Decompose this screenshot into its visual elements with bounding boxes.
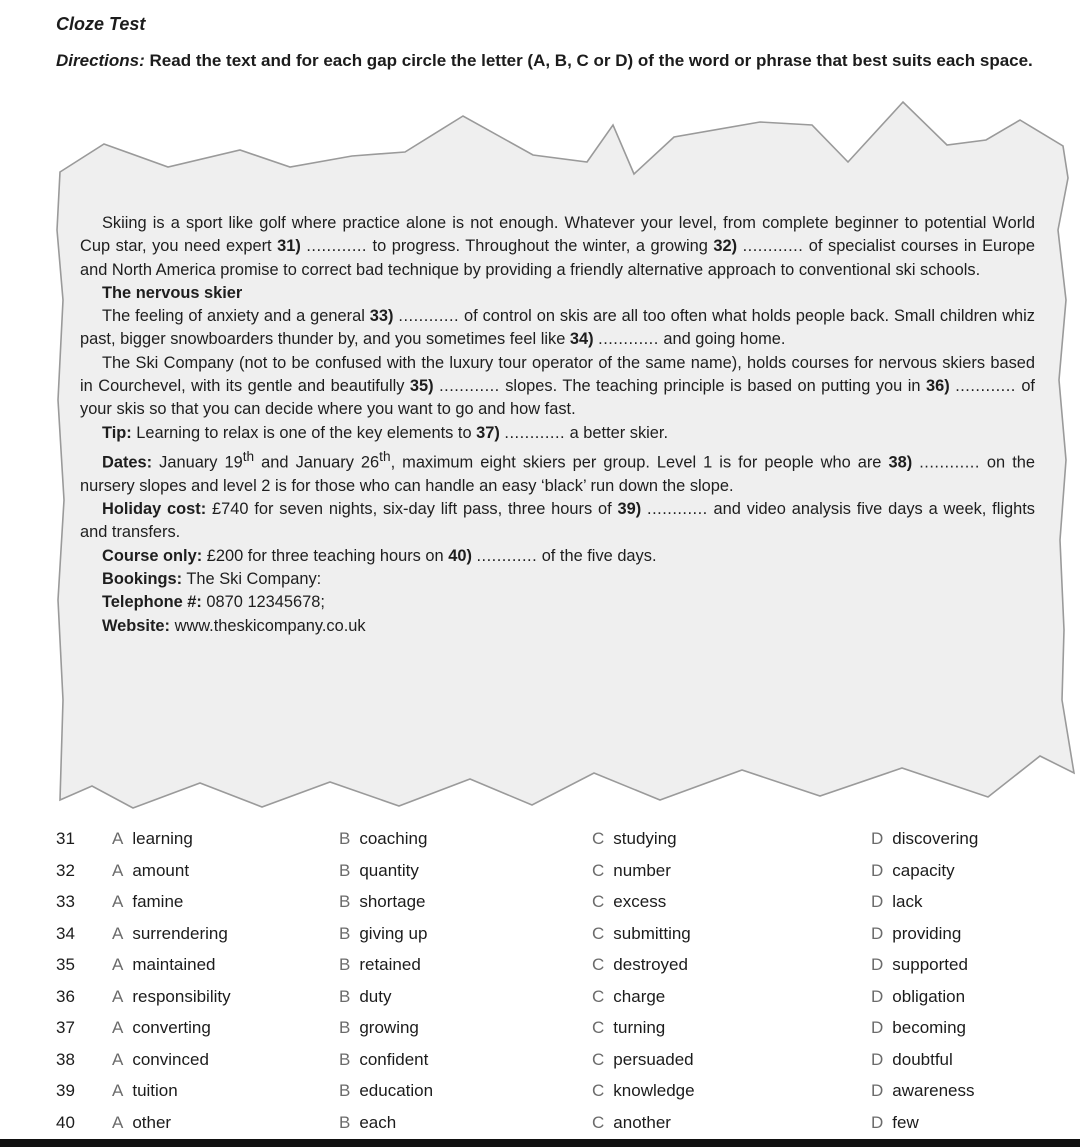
option-text: convinced bbox=[132, 1049, 209, 1069]
option-text: coaching bbox=[359, 829, 428, 848]
gap-blank: ............ bbox=[742, 237, 804, 256]
option-letter: A bbox=[112, 1049, 124, 1069]
option-text: number bbox=[613, 860, 671, 880]
option-text: studying bbox=[613, 829, 677, 848]
option-text: charge bbox=[613, 986, 666, 1006]
option-row bbox=[0, 829, 1080, 859]
passage-text: £740 for seven nights, six-day lift pass, three hours of bbox=[206, 500, 618, 519]
dates-label: Dates: bbox=[102, 453, 153, 472]
option-c[interactable] bbox=[592, 955, 688, 975]
option-c[interactable] bbox=[592, 1081, 695, 1101]
gap-number-32: 32) bbox=[713, 237, 738, 256]
option-letter: C bbox=[592, 1049, 605, 1069]
option-text: turning bbox=[613, 1018, 666, 1037]
question-number: 32 bbox=[56, 860, 75, 880]
option-b[interactable] bbox=[339, 955, 421, 975]
option-text: famine bbox=[132, 892, 184, 911]
option-row bbox=[0, 955, 1080, 985]
option-text: knowledge bbox=[613, 1081, 695, 1100]
option-text: submitting bbox=[613, 923, 691, 943]
gap-number-37: 37) bbox=[476, 423, 500, 442]
option-letter: A bbox=[112, 829, 124, 848]
option-letter: B bbox=[339, 1049, 351, 1069]
option-d[interactable] bbox=[871, 1081, 975, 1101]
website-label: Website: bbox=[102, 616, 171, 635]
question-number: 35 bbox=[56, 955, 75, 974]
telephone-value: 0870 12345678; bbox=[201, 593, 325, 612]
option-text: learning bbox=[132, 829, 193, 848]
option-letter: C bbox=[592, 955, 605, 974]
option-letter: C bbox=[592, 860, 605, 880]
bookings-value: The Ski Company: bbox=[182, 569, 322, 588]
option-c[interactable] bbox=[592, 1050, 694, 1070]
question-number: 37 bbox=[56, 1018, 75, 1037]
option-letter: D bbox=[871, 1018, 884, 1037]
option-text: amount bbox=[132, 860, 190, 880]
gap-blank: ............ bbox=[398, 307, 460, 326]
option-text: few bbox=[892, 1112, 919, 1132]
passage-text: The Ski Company (not to be confused with the luxury tour operator of the same name), holds courses for nervous skiers based in Courchevel, with its gentle and beautifully bbox=[80, 353, 1035, 396]
option-letter: D bbox=[871, 986, 884, 1006]
question-number: 40 bbox=[56, 1112, 75, 1132]
option-d[interactable] bbox=[871, 892, 923, 912]
gap-blank: ............ bbox=[476, 546, 538, 565]
tip-label: Tip: bbox=[102, 423, 132, 442]
gap-number-36: 36) bbox=[926, 377, 950, 396]
option-text: destroyed bbox=[613, 955, 688, 974]
option-letter: D bbox=[871, 860, 884, 880]
option-c[interactable] bbox=[592, 987, 665, 1007]
option-letter: B bbox=[339, 986, 351, 1006]
question-number: 33 bbox=[56, 892, 75, 911]
subheading: The nervous skier bbox=[102, 283, 243, 302]
option-row bbox=[0, 861, 1080, 891]
question-number: 31 bbox=[56, 829, 75, 848]
option-a[interactable] bbox=[112, 1113, 171, 1133]
option-c[interactable] bbox=[592, 1113, 671, 1133]
passage-text: and January 26 bbox=[254, 453, 380, 472]
option-text: capacity bbox=[892, 860, 955, 880]
passage-paragraph-3 bbox=[80, 352, 1035, 422]
option-d[interactable] bbox=[871, 1050, 953, 1070]
option-letter: A bbox=[112, 1081, 124, 1100]
passage-text: of your skis so that you can decide where you want to go and how fast. bbox=[80, 377, 1035, 419]
option-text: excess bbox=[613, 892, 667, 911]
option-b[interactable] bbox=[339, 861, 419, 881]
option-a[interactable] bbox=[112, 924, 228, 944]
page-title: Cloze Test bbox=[56, 14, 146, 34]
question-number: 36 bbox=[56, 986, 75, 1006]
question-number: 39 bbox=[56, 1081, 75, 1100]
option-row bbox=[0, 1081, 1080, 1111]
passage-text: of specialist courses in Europe and North America promise to correct bad technique by providing a friendly alternative approach to conventional ski schools. bbox=[80, 237, 1035, 279]
option-text: converting bbox=[132, 1018, 211, 1037]
option-text: persuaded bbox=[613, 1049, 694, 1069]
option-letter: B bbox=[339, 892, 351, 911]
bookings-label: Bookings: bbox=[102, 569, 183, 588]
option-row bbox=[0, 1018, 1080, 1048]
gap-blank: ............ bbox=[647, 500, 708, 519]
option-b[interactable] bbox=[339, 1081, 433, 1101]
option-text: growing bbox=[359, 1018, 419, 1037]
gap-number-39: 39) bbox=[617, 500, 642, 519]
option-c[interactable] bbox=[592, 892, 666, 912]
passage-text: of control on skis are all too often what holds people back. Small children whiz past, bigger snowboarders thunder by, and you sometimes feel like bbox=[80, 307, 1035, 349]
question-number: 38 bbox=[56, 1049, 75, 1069]
option-row bbox=[0, 1113, 1080, 1143]
tip-paragraph bbox=[80, 422, 1035, 445]
option-c[interactable] bbox=[592, 1018, 665, 1038]
gap-number-34: 34) bbox=[569, 330, 594, 349]
option-text: shortage bbox=[359, 892, 426, 911]
gap-number-31: 31) bbox=[277, 237, 301, 256]
option-text: responsibility bbox=[132, 986, 231, 1006]
gap-number-40: 40) bbox=[448, 546, 472, 565]
option-d[interactable] bbox=[871, 1018, 966, 1038]
option-text: supported bbox=[892, 955, 968, 974]
option-letter: D bbox=[871, 1112, 884, 1132]
option-letter: A bbox=[112, 1018, 124, 1037]
website-value: www.theskicompany.co.uk bbox=[170, 616, 366, 635]
option-a[interactable] bbox=[112, 955, 216, 975]
option-b[interactable] bbox=[339, 1113, 396, 1133]
option-letter: A bbox=[112, 860, 124, 880]
option-text: discovering bbox=[892, 829, 979, 848]
option-row bbox=[0, 892, 1080, 922]
option-letter: D bbox=[871, 955, 884, 974]
passage-text: and video analysis five days a week, flights and transfers. bbox=[80, 500, 1035, 542]
option-text: obligation bbox=[892, 986, 966, 1006]
option-text: another bbox=[613, 1112, 671, 1132]
course-paragraph bbox=[80, 545, 1035, 568]
option-letter: C bbox=[592, 892, 605, 911]
passage-text: Skiing is a sport like golf where practice alone is not enough. Whatever your level, from complete beginner to potential World Cup star, you need expert bbox=[80, 214, 1035, 256]
option-letter: C bbox=[592, 829, 605, 848]
option-row bbox=[0, 1050, 1080, 1080]
option-letter: C bbox=[592, 1018, 605, 1037]
option-letter: C bbox=[592, 1112, 605, 1132]
option-a[interactable] bbox=[112, 861, 189, 881]
option-letter: B bbox=[339, 1018, 351, 1037]
directions-text: Read the text and for each gap circle the letter (A, B, C or D) of the word or phrase that best suits each space. bbox=[149, 51, 1033, 70]
gap-blank: ............ bbox=[504, 423, 566, 442]
option-text: quantity bbox=[359, 860, 419, 880]
gap-blank: ............ bbox=[919, 453, 980, 472]
ordinal-suffix: th bbox=[242, 448, 255, 464]
passage-text: £200 for three teaching hours on bbox=[202, 546, 449, 565]
passage-text: a better skier. bbox=[565, 423, 669, 442]
option-b[interactable] bbox=[339, 1050, 428, 1070]
option-text: education bbox=[359, 1081, 434, 1100]
option-letter: C bbox=[592, 1081, 605, 1100]
passage-text: Learning to relax is one of the key elements to bbox=[131, 423, 477, 442]
option-b[interactable] bbox=[339, 892, 426, 912]
option-letter: A bbox=[112, 1112, 124, 1132]
dates-paragraph bbox=[80, 445, 1035, 498]
option-letter: A bbox=[112, 986, 124, 1006]
option-d[interactable] bbox=[871, 1113, 919, 1133]
option-letter: B bbox=[339, 955, 351, 974]
option-a[interactable] bbox=[112, 1018, 211, 1038]
passage-text: to progress. Throughout the winter, a growing bbox=[367, 237, 714, 256]
option-d[interactable] bbox=[871, 924, 961, 944]
gap-number-35: 35) bbox=[409, 377, 434, 396]
option-text: awareness bbox=[892, 1081, 975, 1100]
passage-text: January 19 bbox=[152, 453, 243, 472]
option-c[interactable] bbox=[592, 924, 691, 944]
option-text: giving up bbox=[359, 923, 428, 943]
passage-text: The feeling of anxiety and a general bbox=[102, 307, 370, 326]
option-text: doubtful bbox=[892, 1049, 953, 1069]
option-letter: B bbox=[339, 1081, 351, 1100]
option-text: becoming bbox=[892, 1018, 966, 1037]
option-d[interactable] bbox=[871, 987, 965, 1007]
option-row bbox=[0, 987, 1080, 1017]
gap-blank: ............ bbox=[439, 377, 500, 396]
option-letter: B bbox=[339, 829, 351, 848]
option-text: each bbox=[359, 1112, 397, 1132]
option-letter: C bbox=[592, 986, 605, 1006]
option-b[interactable] bbox=[339, 829, 427, 849]
bottom-border bbox=[0, 1139, 1080, 1147]
option-text: retained bbox=[359, 955, 421, 974]
option-a[interactable] bbox=[112, 987, 231, 1007]
option-c[interactable] bbox=[592, 861, 671, 881]
option-letter: D bbox=[871, 1081, 884, 1100]
gap-blank: ............ bbox=[306, 237, 367, 256]
option-letter: D bbox=[871, 892, 884, 911]
option-d[interactable] bbox=[871, 861, 955, 881]
option-text: duty bbox=[359, 986, 392, 1006]
passage-text: on the nursery slopes and level 2 is for those who can handle an easy ‘black’ run down the slope. bbox=[80, 453, 1035, 495]
option-d[interactable] bbox=[871, 829, 978, 849]
course-only-label: Course only: bbox=[102, 546, 203, 565]
option-text: confident bbox=[359, 1049, 429, 1069]
passage-text: and going home. bbox=[658, 330, 786, 349]
telephone-line bbox=[102, 591, 1035, 614]
option-letter: C bbox=[592, 923, 605, 943]
option-d[interactable] bbox=[871, 955, 968, 975]
option-letter: D bbox=[871, 829, 884, 848]
directions-label: Directions: bbox=[56, 51, 145, 70]
holiday-cost-label: Holiday cost: bbox=[102, 500, 207, 519]
gap-number-38: 38) bbox=[888, 453, 913, 472]
option-letter: B bbox=[339, 1112, 351, 1132]
option-text: tuition bbox=[132, 1081, 178, 1100]
option-row bbox=[0, 924, 1080, 954]
option-text: providing bbox=[892, 923, 962, 943]
option-letter: B bbox=[339, 923, 351, 943]
holiday-paragraph bbox=[80, 498, 1035, 545]
passage-paragraph-2 bbox=[80, 305, 1035, 352]
option-letter: D bbox=[871, 1049, 884, 1069]
option-letter: A bbox=[112, 955, 124, 974]
gap-blank: ............ bbox=[955, 377, 1016, 396]
option-a[interactable] bbox=[112, 1050, 209, 1070]
passage-text: , maximum eight skiers per group. Level 1 is for people who are bbox=[390, 453, 889, 472]
option-b[interactable] bbox=[339, 987, 391, 1007]
passage-paragraph-1 bbox=[80, 212, 1035, 282]
option-letter: D bbox=[871, 923, 884, 943]
option-text: maintained bbox=[132, 955, 216, 974]
question-number: 34 bbox=[56, 923, 75, 943]
gap-blank: ............ bbox=[598, 330, 659, 349]
passage-text: slopes. The teaching principle is based on putting you in bbox=[499, 377, 926, 396]
option-letter: A bbox=[112, 923, 124, 943]
option-a[interactable] bbox=[112, 829, 193, 849]
passage bbox=[80, 212, 1035, 638]
option-b[interactable] bbox=[339, 1018, 419, 1038]
gap-number-33: 33) bbox=[369, 307, 394, 326]
option-letter: B bbox=[339, 860, 351, 880]
website-line bbox=[102, 615, 1035, 638]
ordinal-suffix: th bbox=[379, 448, 391, 464]
option-text: lack bbox=[892, 892, 923, 911]
option-text: surrendering bbox=[132, 923, 228, 943]
option-letter: A bbox=[112, 892, 124, 911]
option-b[interactable] bbox=[339, 924, 427, 944]
option-c[interactable] bbox=[592, 829, 677, 849]
option-a[interactable] bbox=[112, 1081, 178, 1101]
passage-text: of the five days. bbox=[537, 546, 657, 565]
bookings-line bbox=[102, 568, 1035, 591]
telephone-label: Telephone #: bbox=[102, 593, 202, 612]
option-text: other bbox=[132, 1112, 172, 1132]
option-a[interactable] bbox=[112, 892, 183, 912]
